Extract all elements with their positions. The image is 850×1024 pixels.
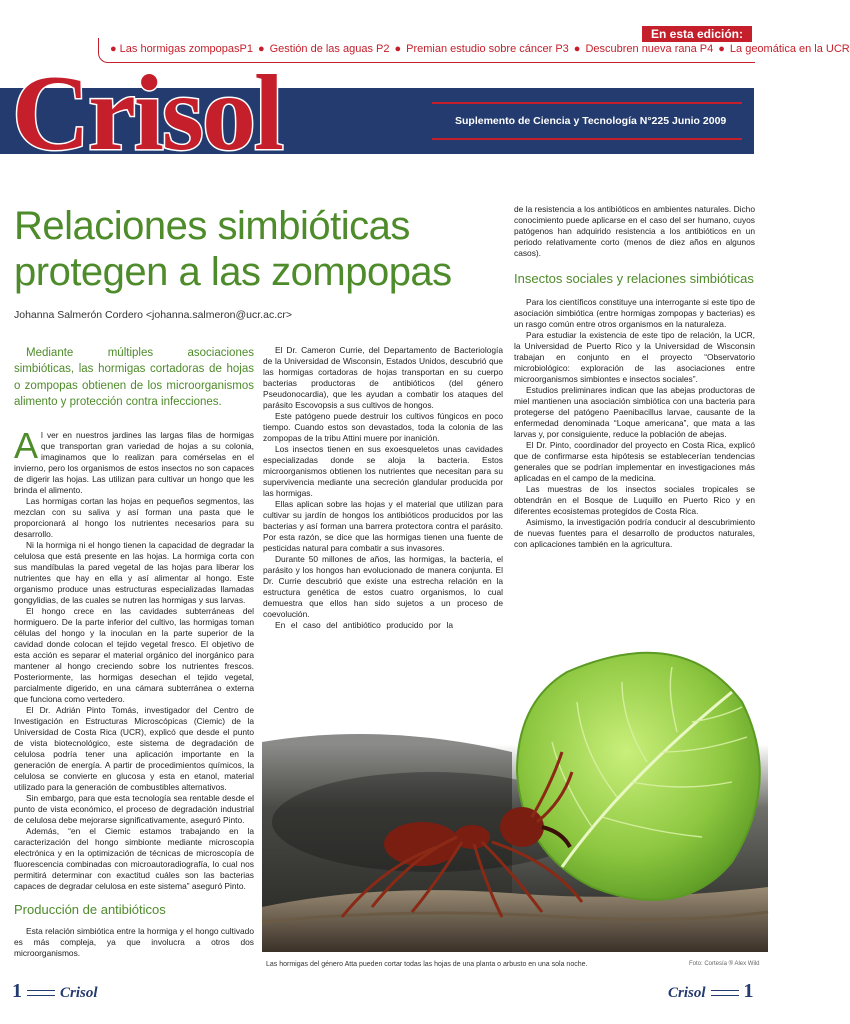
edition-tag: En esta edición: (642, 26, 752, 42)
masthead-logo: Crisol (12, 54, 282, 173)
article-column-3 (514, 204, 755, 550)
paragraph: Ellas aplican sobre las hojas y el material que utilizan para cultivar su jardín de hongos los antibióticos producidos por las bacterias y así forman una barrera protectora contra el parásito. Por esta razón, se dice que las hormigas tienen una fuente de pesticidas natural para combatir a sus invasores. (263, 499, 503, 553)
edition-item[interactable]: Gestión de las aguas P2 (269, 43, 390, 55)
footer-rule (711, 990, 739, 996)
paragraph: Las hormigas cortan las hojas en pequeños segmentos, las mezclan con su saliva y así forman una pasta que le proporcionará al hongo los nutrientes necesarios para su desarrollo. (14, 496, 254, 539)
paragraph: Para estudiar la existencia de este tipo de relación, la UCR, la Universidad de Puerto Rico y la Universidad de Wisconsin trabajan en conjunto en el proyecto “Observatorio microbiológico: exploración de las asociaciones entre microorganismos simbiontes e insectos sociales”. (514, 330, 755, 384)
ant-leaf-illustration (262, 632, 768, 952)
paragraph: Este patógeno puede destruir los cultivos fúngicos en poco tiempo. Cuando estos son devastados, toda la colonia de las zompopas de la tribu Attini muere por inanición. (263, 411, 503, 443)
article-column-1 (14, 425, 254, 959)
bullet-icon: ● (257, 43, 265, 55)
edition-item[interactable]: La geomática en la UCR (729, 43, 850, 55)
bullet-icon: ● (110, 43, 117, 55)
edition-item[interactable]: Premian estudio sobre cáncer P3 (406, 43, 569, 55)
paragraph: Ni la hormiga ni el hongo tienen la capacidad de degradar la celulosa que está presente en las hojas. La hormiga corta con sus mandíbulas la pared vegetal de las hojas para liberar los nutrientes que hay en ella y así alimentar al hongo. Este organismo produce unas estructuras especializadas llamadas gongylidias, de las cuales se nutren las hormigas y sus larvas. (14, 540, 254, 605)
section-subhead: Producción de antibióticos (14, 902, 166, 917)
paragraph: El Dr. Cameron Currie, del Departamento de Bacteriología de la Universidad de Wisconsin, Estados Unidos, descubrió que las hormigas cortadoras de hojas transportan en su cuerpo bacterias productoras de antibióticos (del género Pseudonocardia), que les ayudan a combatir los ataques del parásito Escovopsis a sus cultivos de hongos. (263, 345, 503, 410)
masthead-rule (432, 102, 742, 104)
paragraph: Las muestras de los insectos sociales tropicales se obtendrán en el Bosque de Luquillo en Puerto Rico y en diferentes ecosistemas protegidos de Costa Rica. (514, 484, 755, 516)
masthead-rule (432, 138, 742, 140)
paragraph: Durante 50 millones de años, las hormigas, la bacteria, el parásito y los hongos han evolucionado de manera conjunta. El Dr. Currie descubrió que existe una estrecha relación en la estructura genética de estos cuatro organismos, lo cual demuestra que ellos han sido sujetos a un proceso de coevolución. (263, 554, 503, 619)
paragraph: Esta relación simbiótica entre la hormiga y el hongo cultivado es más compleja, ya que involucra a otros dos microorganismos. (14, 926, 254, 958)
paragraph: Además, “en el Ciemic estamos trabajando en la caracterización del hongo simbionte mediante microscopía electrónica y en la optimización de técnicas de microscopía de fluorescencia combinadas con microautoradiografía, lo cual nos permitirá determinar con exactitud cuáles son las bacterias capaces de degradar celulosa en este sistema” aseguró Pinto. (14, 826, 254, 891)
photo-credit: Foto: Cortesía ® Alex Wild (689, 961, 760, 967)
paragraph: Para los científicos constituye una interrogante si este tipo de asociación simbiótica (entre hormigas zompopas y bacterias) es un rasgo común entre otros organismos en la naturaleza. (514, 297, 755, 329)
footer-right (668, 980, 754, 1003)
footer-publication: Crisol (668, 985, 706, 1001)
section-subhead: Insectos sociales y relaciones simbióticas (514, 271, 754, 286)
paragraph: El Dr. Adrián Pinto Tomás, investigador del Centro de Investigación en Estructuras Microscópicas (Ciemic) de la Universidad de Costa Rica (UCR), explicó que desde el punto de vista biotecnológico, este sistema de degradación de celulosa podría tener una aplicación importante en la generación de energía. A partir de procedimientos químicos, la celulosa se convierte en glucosa y esta en etanol, material utilizado para la generación de combustibles alternativos. (14, 705, 254, 792)
page-number: 1 (743, 980, 754, 1002)
supplement-info: Suplemento de Ciencia y Tecnología N°225 Junio 2009 (455, 115, 727, 127)
bullet-icon: ● (718, 43, 725, 55)
paragraph: de la resistencia a los antibióticos en ambientes naturales. Dicho conocimiento puede aplicarse en el caso del ser humano, cuyos patógenos han adquirido resistencia a los antibióticos en un periodo relativamente corto (menos de diez años en algunos casos). (514, 204, 755, 258)
edition-item[interactable]: Las hormigas zompopasP1 (119, 43, 253, 55)
article-lede: Mediante múltiples asociaciones simbióticas, las hormigas cortadoras de hojas o zompopas obtienen de los microorganismos alimento y protección contra infecciones. (14, 347, 254, 408)
headline-line: protegen a las zompopas (14, 250, 452, 294)
photo-caption: Las hormigas del género Atta pueden cortar todas las hojas de una planta o arbusto en una sola noche. (266, 961, 588, 968)
paragraph: Asimismo, la investigación podría conducir al descubrimiento de nuevas fuentes para el desarrollo de productos naturales, con aplicaciones también en la agricultura. (514, 517, 755, 549)
paragraph: Sin embargo, para que esta tecnología sea rentable desde el punto de vista económico, el proceso de degradación industrial de celulosa debe mejorarse significativamente, aseguró Pinto. (14, 793, 254, 825)
footer-publication: Crisol (60, 985, 98, 1001)
bullet-icon: ● (394, 43, 402, 55)
footer-left (12, 980, 98, 1003)
paragraph: Estudios preliminares indican que las abejas productoras de miel mantienen una asociación simbiótica con una bacteria para protegerse del patógeno Paenibacillus larvae, causante de la enfermedad denominada “Loque americana”, que mata a las larvas y, por consiguiente, reduce la población de abejas. (514, 385, 755, 439)
page-number: 1 (12, 980, 22, 1002)
ant-leaf-photo (262, 632, 768, 952)
paragraph: En el caso del antibiótico producido por la (275, 620, 453, 630)
headline-line: Relaciones simbióticas (14, 204, 410, 248)
article-headline (14, 203, 494, 295)
footer-rule (27, 990, 55, 996)
edition-item[interactable]: Descubren nueva rana P4 (585, 43, 714, 55)
paragraph: Al ver en nuestros jardines las largas filas de hormigas que transportan gran variedad de hojas a su colonia, imaginamos que lo realizan para comérselas en el invierno, pero los organismos de estos insectos no son capaces de digerir las hojas. Las utilizan para cultivar un hongo que les brinda el alimento. (14, 425, 254, 495)
paragraph: Los insectos tienen en sus exoesqueletos unas cavidades especializadas donde se aloja la bacteria. Estos microorganismos obtienen los nutrientes que necesitan para su supervivencia mediante una secreción glandular producida por las hormigas. (263, 444, 503, 498)
article-author: Johanna Salmerón Cordero <johanna.salmeron@ucr.ac.cr> (14, 309, 292, 321)
bullet-icon: ● (573, 43, 581, 55)
paragraph: El hongo crece en las cavidades subterráneas del hormiguero. De la parte inferior del cultivo, las hormigas toman células del hongo y la inoculan en la parte superior de la cavidad donde colocan el tejido vegetal fresco. El objetivo de esta acción es separar el material orgánico del inorgánico para mantener al hongo creciendo sobre los nutrientes frescos. Posteriormente, las hormigas desechan el tejido vegetal, parcialmente digerido, en una cámara subterránea o externa que funciona como vertedero. (14, 606, 254, 704)
drop-cap: A (14, 425, 39, 466)
paragraph: El Dr. Pinto, coordinador del proyecto en Costa Rica, explicó que de confirmarse esta hipótesis se establecerían tendencias generales que se podrían implementar en investigaciones más aplicadas en el campo de la medicina. (514, 440, 755, 483)
